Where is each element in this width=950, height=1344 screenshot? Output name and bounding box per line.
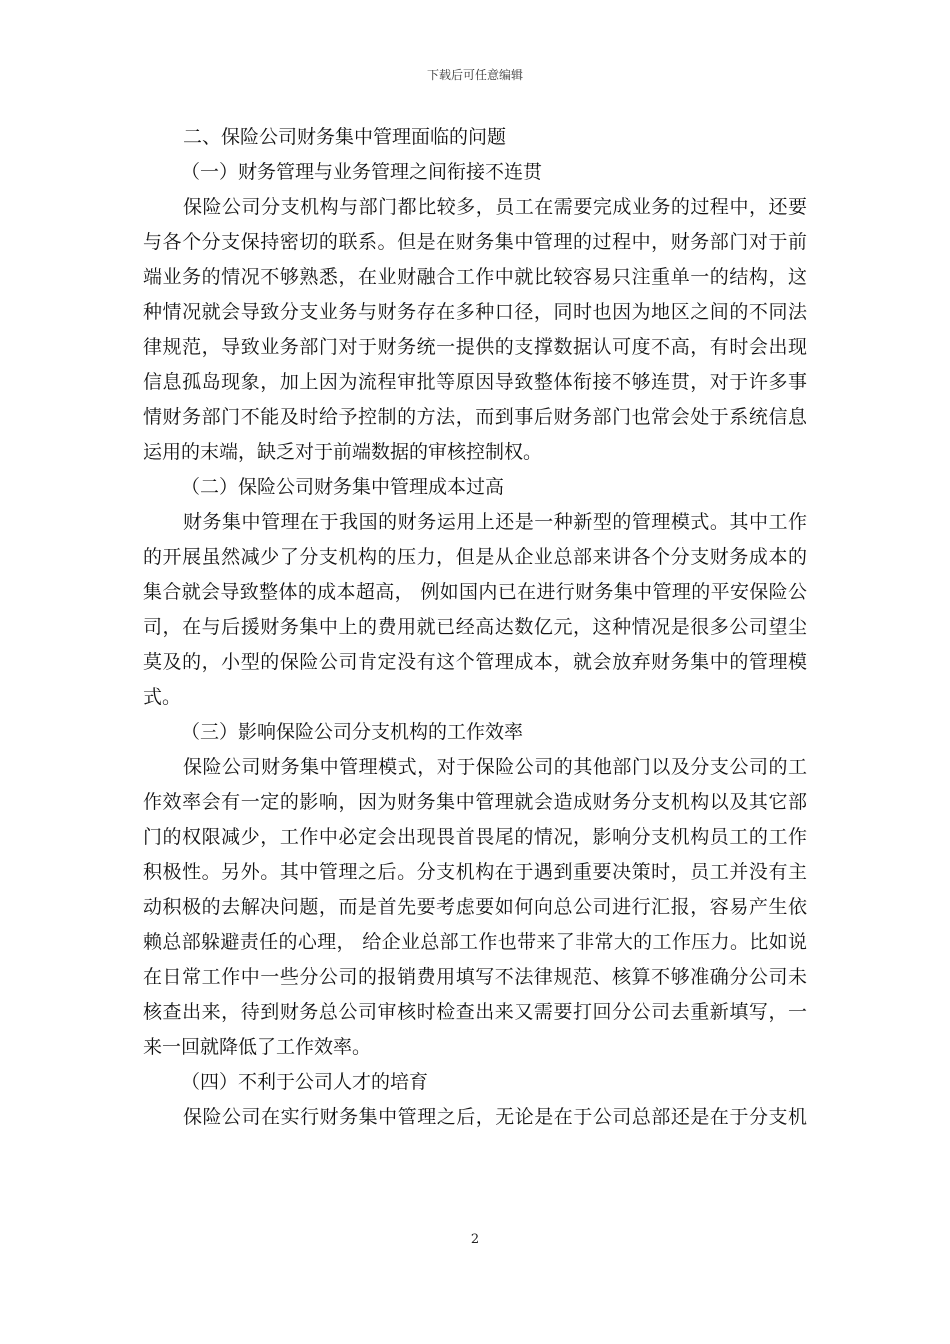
paragraph-line: 保险公司财务集中管理模式，对于保险公司的其他部门以及分支公司的工 — [183, 756, 807, 778]
paragraph-line: 情财务部门不能及时给予控制的方法，而到事后财务部门也常会处于系统信息 — [143, 406, 807, 428]
document-body — [143, 120, 807, 1135]
paragraph-line: 端业务的情况不够熟悉，在业财融合工作中就比较容易只注重单一的结构，这 — [143, 266, 807, 288]
paragraph-line: 保险公司在实行财务集中管理之后，无论是在于公司总部还是在于分支机 — [183, 1106, 807, 1128]
paragraph-2 — [143, 505, 807, 715]
paragraph-line: 运用的末端，缺乏对于前端数据的审核控制权。 — [143, 441, 543, 463]
subsection-title-2: （二）保险公司财务集中管理成本过高 — [181, 476, 505, 498]
paragraph-line: 财务集中管理在于我国的财务运用上还是一种新型的管理模式。其中工作 — [183, 511, 807, 533]
subsection-title-3: （三）影响保险公司分支机构的工作效率 — [181, 721, 524, 743]
page-header: 下载后可任意编辑 — [426, 68, 523, 82]
paragraph-line: 动积极的去解决问题，而是首先要考虑要如何向总公司进行汇报，容易产生依 — [143, 896, 807, 918]
paragraph-line: 保险公司分支机构与部门都比较多，员工在需要完成业务的过程中，还要 — [183, 196, 807, 218]
paragraph-line: 式。 — [143, 686, 182, 708]
paragraph-line: 门的权限减少，工作中必定会出现畏首畏尾的情况，影响分支机构员工的工作 — [143, 826, 807, 848]
section-title: 二、保险公司财务集中管理面临的问题 — [183, 126, 507, 148]
paragraph-line: 与各个分支保持密切的联系。但是在财务集中管理的过程中，财务部门对于前 — [143, 231, 807, 253]
paragraph-line: 来一回就降低了工作效率。 — [143, 1036, 372, 1058]
paragraph-3 — [143, 750, 807, 1065]
paragraph-line: 种情况就会导致分支业务与财务存在多种口径，同时也因为地区之间的不同法 — [143, 301, 807, 323]
paragraph-line: 集合就会导致整体的成本超高， 例如国内已在进行财务集中管理的平安保险公 — [143, 581, 807, 603]
paragraph-line: 司，在与后援财务集中上的费用就已经高达数亿元，这种情况是很多公司望尘 — [143, 616, 807, 638]
paragraph-1 — [143, 190, 807, 470]
paragraph-line: 核查出来，待到财务总公司审核时检查出来又需要打回分公司去重新填写，一 — [143, 1001, 807, 1023]
paragraph-line: 在日常工作中一些分公司的报销费用填写不法律规范、核算不够准确分公司未 — [143, 966, 807, 988]
page-number: 2 — [470, 1232, 480, 1247]
subsection-title-4: （四）不利于公司人才的培育 — [181, 1071, 429, 1093]
paragraph-4 — [143, 1100, 807, 1135]
paragraph-line: 赖总部躲避责任的心理， 给企业总部工作也带来了非常大的工作压力。比如说 — [143, 931, 807, 953]
subsection-title-1: （一）财务管理与业务管理之间衔接不连贯 — [181, 161, 543, 183]
paragraph-line: 莫及的，小型的保险公司肯定没有这个管理成本，就会放弃财务集中的管理模 — [143, 651, 807, 673]
paragraph-line: 律规范，导致业务部门对于财务统一提供的支撑数据认可度不高，有时会出现 — [143, 336, 807, 358]
paragraph-line: 的开展虽然减少了分支机构的压力，但是从企业总部来讲各个分支财务成本的 — [143, 546, 807, 568]
paragraph-line: 作效率会有一定的影响，因为财务集中管理就会造成财务分支机构以及其它部 — [143, 791, 807, 813]
paragraph-line: 积极性。另外。其中管理之后。分支机构在于遇到重要决策时，员工并没有主 — [143, 861, 807, 883]
paragraph-line: 信息孤岛现象，加上因为流程审批等原因导致整体衔接不够连贯，对于许多事 — [143, 371, 807, 393]
